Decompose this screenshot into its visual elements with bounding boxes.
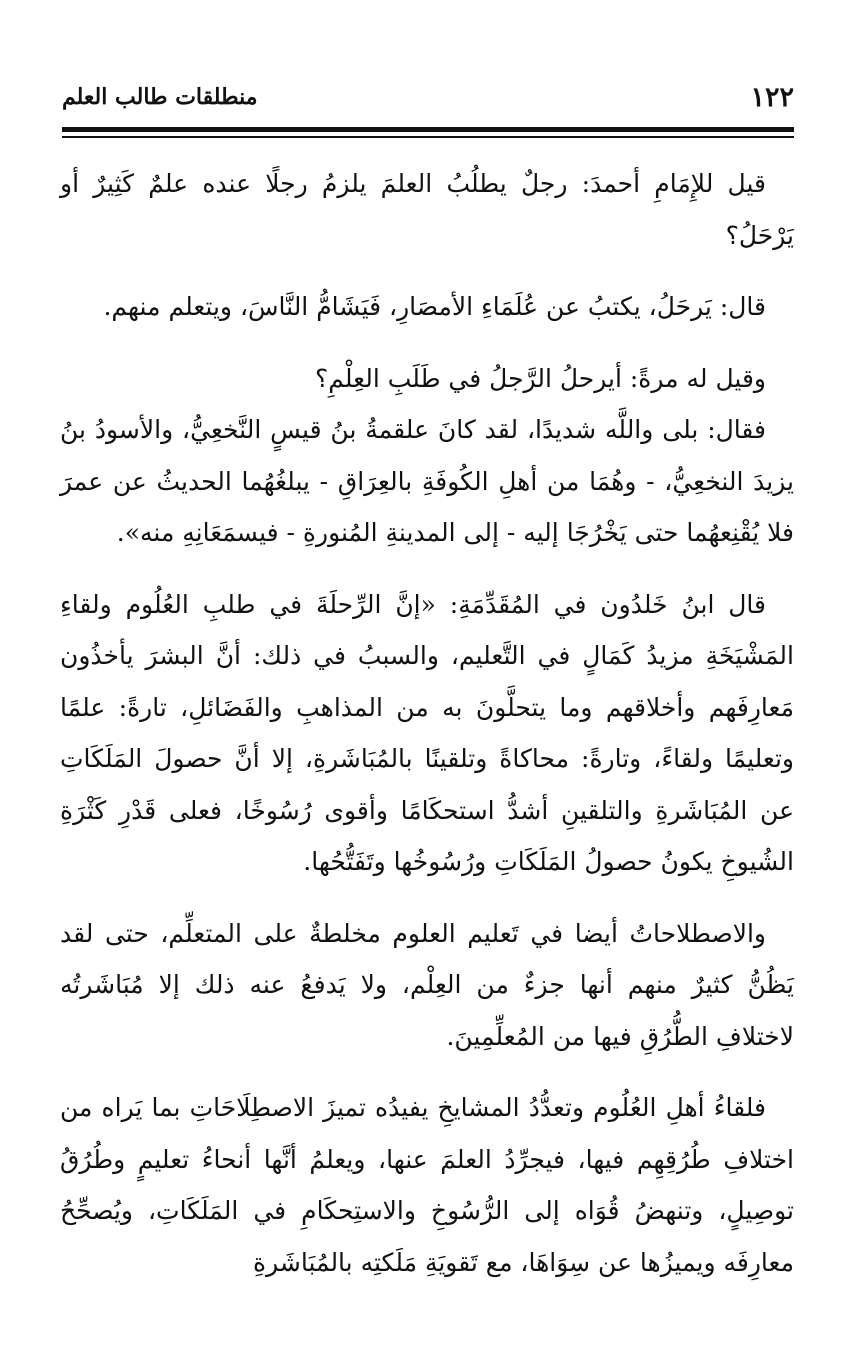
paragraph-meeting-scholars: فلقاءُ أهلِ العُلُوم وتعدُّدُ المشايخِ يفيدُه تميزَ الاصطِلَاحَاتِ بما يَراه من اختلافِ طُرُقِهِم فيها، فيجرِّدُ العلمَ عنها، ويعلمُ أنَّها أنحاءُ تعليمٍ وطُرُقُ توصِيلٍ، وتنهضُ قُوَاه إلى الرُّسُوخِ والاستِحكَامِ في المَلَكَاتِ، ويُصحِّحُ معارِفَه ويميزُها عن سِوَاهَا، مع تَقويَةِ مَلَكتِه بالمُبَاشَرةِ bbox=[60, 1093, 794, 1277]
header-rule-thick bbox=[62, 127, 794, 132]
paragraph-question-imam-ahmad: قيل للإِمَامِ أحمدَ: رجلٌ يطلُبُ العلمَ يلزمُ رجلًا عنده علمٌ كَثِيرٌ أو يَرْحَلُ؟ bbox=[60, 169, 794, 250]
paragraph-alqamah-aswad: فقال: بلى واللَّه شديدًا، لقد كانَ علقمةُ بنُ قيسٍ النَّخعِيُّ، والأسودُ بنُ يزيدَ النخعِيُّ، - وهُمَا من أهلِ الكُوفَةِ بالعِرَاقِ - يبلغُهُما الحديثُ عن عمرَ فلا يُقْنِعهُما حتى يَخْرُجَا إليه - إلى المدينةِ المُنورةِ - فيسمَعَانِهِ منه». bbox=[60, 415, 794, 547]
header-rule-thin bbox=[62, 136, 794, 138]
page-number: ١٢٢ bbox=[750, 82, 794, 113]
paragraph-ibn-khaldun-quote: قال ابنُ خَلدُون في المُقَدِّمَةِ: «إنَّ الرِّحلَةَ في طلبِ العُلُوم ولقاءِ المَشْيَخَةِ مزيدُ كَمَالٍ في التَّعليم، والسببُ في ذلك: أنَّ البشرَ يأخذُون مَعارِفَهم وأخلاقهم وما يتحلَّونَ به من المذاهبِ والفَضَائلِ، تارةً: علمًا وتعليمًا ولقاءً، وتارةً: محاكاةً وتلقينًا بالمُبَاشَرةِ، إلا أنَّ حصولَ المَلَكَاتِ عن المُبَاشَرةِ والتلقينِ أشدُّ استحكَامًا وأقوى رُسُوخًا، فعلى قَدْرِ كَثْرَةِ الشُيوخِ يكونُ حصولُ المَلَكَاتِ ورُسُوخُها وتَفَتُّحُها. bbox=[60, 589, 794, 876]
paragraph-answer-travel: قال: يَرحَلُ، يكتبُ عن عُلَمَاءِ الأمصَارِ، فَيَشَامُّ النَّاسَ، ويتعلم منهم. bbox=[103, 292, 766, 321]
book-title: منطلقات طالب العلم bbox=[62, 84, 258, 110]
body-text bbox=[60, 158, 794, 1308]
paragraph-second-question: وقيل له مرةً: أيرحلُ الرَّجلُ في طَلَبِ العِلْمِ؟ bbox=[314, 363, 766, 393]
paragraph-terminology: والاصطلاحاتُ أيضا في تَعليم العلوم مخلطةٌ على المتعلِّم، حتى لقد يَظُنُّ كثيرٌ منهم أنها جزءٌ من العِلْم، ولا يَدفعُ عنه ذلك إلا مُبَاشَرتُه لاختلافِ الطُّرُقِ فيها من المُعلِّمِينَ. bbox=[60, 918, 794, 1051]
running-header bbox=[62, 82, 794, 118]
